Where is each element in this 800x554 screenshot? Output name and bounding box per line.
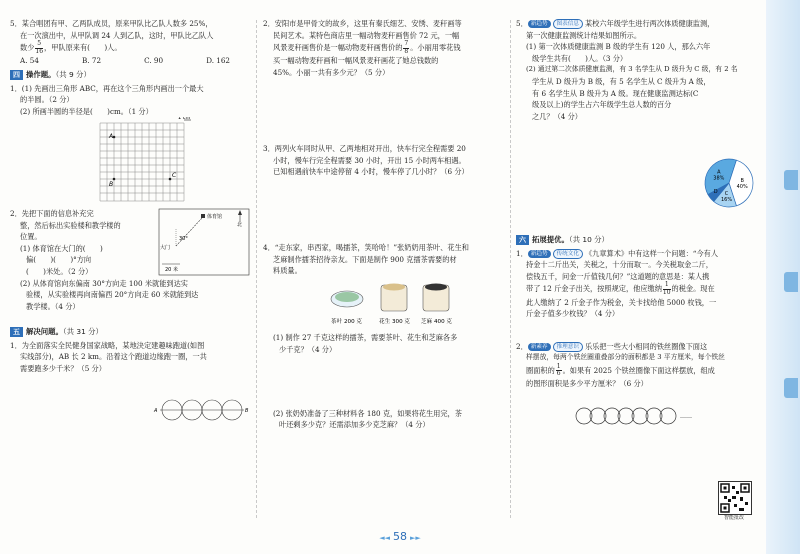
section-heading: 六 拓展提优。（共 10 分） xyxy=(516,234,756,246)
column-divider xyxy=(256,20,257,518)
operation-question-1 xyxy=(10,83,250,207)
topic-tag: 推理意识 xyxy=(553,342,583,352)
point-b xyxy=(113,178,116,181)
point-label: A xyxy=(109,133,114,141)
column-divider xyxy=(510,20,511,518)
question-text: ，甲队原来有( )人。 xyxy=(44,43,122,53)
edge-tab xyxy=(784,170,798,190)
question-text: 少千克？（4 分） xyxy=(279,344,337,354)
rings-figure xyxy=(516,400,756,434)
sesame-label: 芝麻 400 克 xyxy=(421,318,453,325)
question-text: 4．“走东家，串西家，喝擂茶，笑哈哈！”张奶奶用茶叶、花生和 xyxy=(263,243,469,252)
fraction: $\frac{5}{16}$ xyxy=(35,40,44,55)
question-text: 需要跑多少千米？（5 分） xyxy=(20,363,106,373)
svg-text:B: B xyxy=(245,408,249,415)
scale-label: 1 cm xyxy=(178,117,191,122)
question-text: 偿钱五千，问金一斤值钱几何？”这道题的意思是：某人携 xyxy=(526,271,710,281)
question-text: (1) 制作 27 千克这样的擂茶，需要茶叶、花生和芝麻各多 xyxy=(273,333,458,343)
question-text: 3．两列火车同时从甲、乙两地相对开出，快车行完全程需要 20 xyxy=(263,144,466,153)
question-text: 在一次演出中，从甲队调 24 人到乙队，这时，甲队比乙队人 xyxy=(20,30,214,40)
point-label: C xyxy=(172,172,177,180)
solve-question-2: 2．安阳市是甲骨文的故乡，这里有秦氏细艺、安绣、麦秆画等 民间艺术。某特色商店里一幅动物麦秆画售价 72 元，一幅 风景麦秆画售价是一幅动物麦秆画售价的 $\frac{7}{8}$ 。小丽用零花钱 买一幅动物麦秆画和一幅风景麦秆画花了她总钱数的 45%。小丽一共有多少元？（5 分） xyxy=(263,18,506,142)
pie-value: 38% xyxy=(713,175,725,182)
question-text: 数少 xyxy=(20,43,35,53)
question-text: 民间艺术。某特色商店里一幅动物麦秆画售价 72 元，一幅 xyxy=(273,30,460,40)
question-text: 斤金子值多少枚钱？（4 分） xyxy=(526,309,620,319)
question-text: 第一次健康监测统计结果如图所示。 xyxy=(526,30,642,40)
solve-question-1 xyxy=(10,340,250,432)
question-text: 学生从 D 级升为 B 级，有 5 名学生从 C 级升为 A 级， xyxy=(532,76,711,86)
topic-tag: 图表信息 xyxy=(553,19,583,29)
question-text: 1．(1) 先画出三角形 ABC，再在这个三角形内画出一个最大 xyxy=(10,83,204,93)
section-heading: 四 操作题。（共 9 分） xyxy=(10,69,250,81)
page-number: 58 xyxy=(393,530,407,543)
section-number: 四 xyxy=(10,70,23,80)
question-text: 叶还剩多少克？还需添加多少克芝麻？（4 分） xyxy=(279,420,430,430)
question-text: 级及以上)的学生占六年级学生总人数的百分 xyxy=(532,100,672,110)
question-text: 实线部分)，AB 长 2 km。沿着这个跑道边缘跑一圈，一共 xyxy=(20,352,207,362)
tea-leaves xyxy=(335,292,359,302)
pie-label: C xyxy=(724,190,729,197)
prev-page-icon: ◄◄ xyxy=(379,534,390,542)
question-text: 5．某合唱团有甲、乙两队成员，原来甲队比乙队人数多 25%， xyxy=(10,19,213,28)
question-text: 料质量。 xyxy=(273,266,302,276)
question-text: 此人缴纳了 2 斤金子作为税金，关卡找给他 5000 枚钱，一 xyxy=(526,297,717,307)
track-figure xyxy=(10,392,250,428)
fraction: $\frac{7}{8}$ xyxy=(404,40,409,55)
solve-question-5: 5． 新趋势 图表信息 某校六年级学生进行两次体质健康监测， 第一次健康监测统计结果如图所示。 (1) 第一次体质健康监测 B 级的学生有 120 人，那么六年 级学生共有( )人。（3 分） (2) 通过第二次体质健康监测，有 3 名学生从 D 级升为 C 级，有 2 名 学生从 D 级升为 B 级，有 5 名学生从 C 级升为 A 级， 有 6 名学生从 B 级升为 A 级。现在健康监测达标(C 级及以上)的学生占六年级学生总人数的百分 之几？（4 分） A 38% B 40% C 16% D xyxy=(516,18,756,232)
qr-code[interactable] xyxy=(718,481,752,515)
pie-label: A xyxy=(717,169,721,176)
trend-tag: 新趋势 xyxy=(528,20,551,28)
edge-tab xyxy=(784,378,798,398)
peanuts xyxy=(383,283,405,290)
ellipsis: …… xyxy=(680,412,692,420)
question-text: (2) 张奶奶准备了三种材料各 180 克，如果将花生用完，茶 xyxy=(273,408,462,418)
page-footer xyxy=(0,530,800,543)
operation-question-2 xyxy=(10,208,250,324)
question-text: 45%。小丽一共有多少元？（5 分） xyxy=(273,67,390,77)
question-text: 的图形面积是多少平方厘米？（6 分） xyxy=(526,378,648,388)
trend-tag: 新素养 xyxy=(528,343,551,351)
pie-label: B xyxy=(740,178,744,184)
north-label: 北 xyxy=(237,221,243,228)
question-text: 有 6 名学生从 B 级升为 A 级。现在健康监测达标(C xyxy=(532,88,699,98)
point-c xyxy=(169,178,172,181)
question-text: 整，然后标出实验楼和教学楼的 xyxy=(20,220,121,230)
qr-caption: 智能批改 xyxy=(723,515,744,521)
topic-tag: 传统文化 xyxy=(553,249,583,259)
pie-value: 16% xyxy=(720,196,733,203)
gate-label: 大门 xyxy=(160,244,171,251)
question-text: (1) 第一次体质健康监测 B 级的学生有 120 人，那么六年 xyxy=(526,42,711,52)
question-text: 2．先把下面的信息补充完 xyxy=(10,208,94,218)
question-text: 芝麻制作擂茶招待亲友。下面是制作 900 克擂茶需要的材 xyxy=(273,254,457,264)
question-text: 样摆放，每两个铁丝圈重叠部分的面积都是 3 平方厘米，每个铁丝 xyxy=(526,353,725,362)
question-text: 教学楼。（4 分） xyxy=(26,301,80,311)
grid-figure xyxy=(10,117,250,203)
question-text: 已知相遇前快车中途停留 4 小时，慢车停了几小时？（6 分） xyxy=(273,167,469,177)
fraction: $\frac{1}{10}$ xyxy=(662,281,671,296)
extension-question-2: 2． 新素养 推理意识 乐乐把一些大小相同的铁丝圈像下面这 样摆放，每两个铁丝圈重叠部分的面积都是 3 平方厘米，每个铁丝 圈面积的 $\frac{1}{6}$ 。如果有 2025 个铁丝圈像下面这样摆放，组成 的图形面积是多少平方厘米？（6 分） …… xyxy=(516,341,756,438)
answer-options xyxy=(10,55,250,67)
question-text: ( )米处。（2 分） xyxy=(26,266,93,276)
question-text: 买一幅动物麦秆画和一幅风景麦秆画花了她总钱数的 xyxy=(273,56,439,66)
map-figure xyxy=(158,208,250,278)
option: B. 72 xyxy=(82,56,102,66)
extension-question-1: 1． 新趋势 传统文化 《九章算术》中有这样一个问题：“今有人 持金十二斤出关，关税之，十分而取一。今关税取金二斤， 偿钱五千，问金一斤值钱几何？”这道题的意思是：某人携 带了 12 斤金子出关，按照规定，他应缴纳 $\frac{1}{10}$ 的税金。现在 此人缴纳了 2 斤金子作为税金，关卡找给他 5000 枚钱，一 斤金子值多少枚钱？（4 分） xyxy=(516,248,756,340)
question-5 xyxy=(10,18,250,67)
question-text: (2) 从体育馆向东偏南 30°方向走 100 米就能到达实 xyxy=(20,278,188,288)
pie-label: D xyxy=(713,189,718,196)
column-right xyxy=(516,18,756,518)
point-label: B xyxy=(109,181,114,189)
question-text: 的半圆。（2 分） xyxy=(20,95,74,105)
question-text: 之几？（4 分） xyxy=(532,111,582,121)
next-page-icon: ►► xyxy=(410,534,421,542)
sesame xyxy=(425,283,447,290)
solve-question-4 xyxy=(263,242,506,431)
angle-label: 30° xyxy=(179,235,188,242)
trend-tag: 新趋势 xyxy=(528,250,551,258)
option: D. 162 xyxy=(206,56,230,66)
section-number: 六 xyxy=(516,235,529,245)
tea-label: 茶叶 200 克 xyxy=(331,318,363,325)
column-left xyxy=(10,18,250,518)
question-text: (2) 通过第二次体质健康监测，有 3 名学生从 D 级升为 C 级，有 2 名 xyxy=(526,65,738,74)
solve-question-3 xyxy=(263,143,506,241)
question-text: (2) 所画半圆的半径是( )cm。（1 分） xyxy=(20,106,153,116)
question-text: 级学生共有( )人。（3 分） xyxy=(532,53,628,63)
pie-chart xyxy=(702,156,756,210)
option: A. 54 xyxy=(20,56,39,66)
question-text: 2．安阳市是甲骨文的故乡，这里有秦氏细艺、安绣、麦秆画等 xyxy=(263,19,462,28)
fraction: $\frac{1}{6}$ xyxy=(556,362,561,378)
question-text: 1．为全面落实全民健身国家战略，某地決定建趣味跑道(如图 xyxy=(10,340,205,350)
svg-text:A: A xyxy=(154,408,158,415)
option: C. 90 xyxy=(144,56,164,66)
question-text: 偏( )( )°方向 xyxy=(26,255,92,265)
ingredients-figure xyxy=(263,277,506,329)
section-heading: 五 解决问题。（共 31 分） xyxy=(10,326,250,338)
column-middle xyxy=(263,18,506,518)
gym-label: 体育馆 xyxy=(207,213,223,220)
map-scale-label: 20 米 xyxy=(165,266,178,273)
section-number: 五 xyxy=(10,327,23,337)
question-text: 持金十二斤出关，关税之，十分而取一。今关税取金二斤， xyxy=(526,260,713,270)
question-text: 小时，慢车行完全程需要 30 小时，开出 15 小时两车相遇。 xyxy=(273,155,466,165)
edge-tab xyxy=(784,272,798,292)
peanut-label: 花生 300 克 xyxy=(379,318,411,325)
question-text: 验楼，从实验楼再向南偏西 20°方向走 60 米就能到达 xyxy=(26,290,199,300)
question-text: 位置。 xyxy=(20,232,42,242)
pie-value: 40% xyxy=(736,184,748,190)
question-text: (1) 体育馆在大门的( ) xyxy=(20,243,103,253)
